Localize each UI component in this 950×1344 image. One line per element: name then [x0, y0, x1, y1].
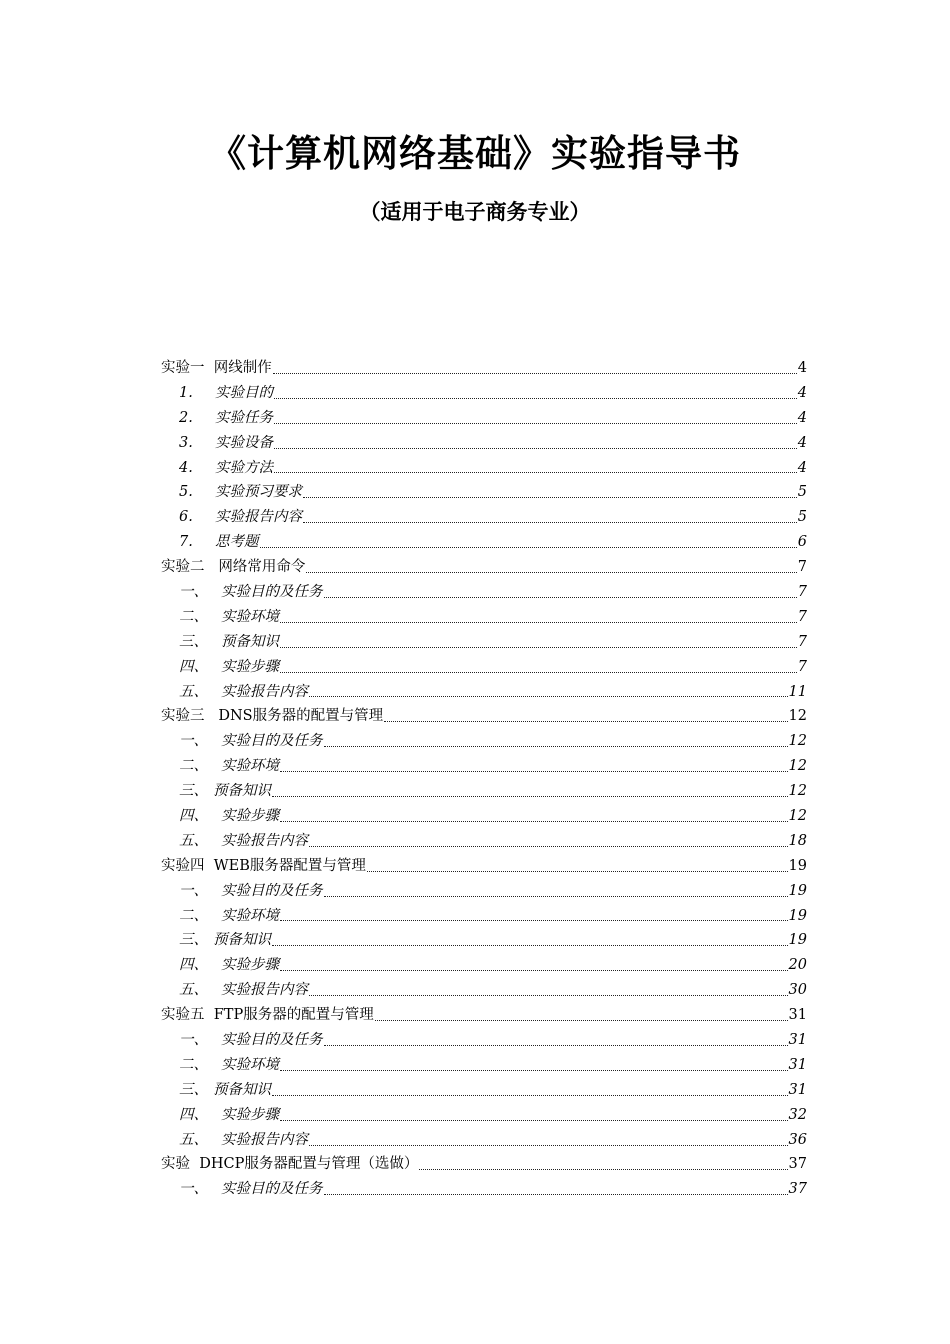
toc-sub-entry[interactable]	[161, 729, 807, 754]
toc-page-number: 4	[797, 359, 807, 376]
toc-sub-number: 6.	[179, 509, 193, 526]
toc-sub-entry[interactable]	[161, 431, 807, 456]
toc-page-number: 12	[788, 808, 807, 825]
dot-leader	[280, 671, 797, 673]
toc-sub-entry[interactable]	[161, 879, 807, 904]
dot-leader	[309, 845, 788, 847]
toc-sub-label: 实验环境	[221, 1056, 279, 1073]
toc-sub-entry[interactable]	[161, 680, 807, 705]
toc-page-number: 7	[797, 658, 807, 675]
toc-sub-number: 三、	[179, 783, 208, 800]
toc-sub-number: 四、	[179, 658, 208, 675]
toc-sub-number: 三、	[179, 633, 208, 650]
dot-leader	[280, 1119, 788, 1121]
dot-leader	[384, 720, 787, 722]
toc-page-number: 5	[797, 484, 807, 501]
toc-sub-entry[interactable]	[161, 630, 807, 655]
toc-page-number: 7	[797, 559, 807, 576]
toc-sub-label: 实验报告内容	[221, 982, 308, 999]
toc-sub-label: 思考题	[215, 534, 259, 551]
toc-page-number: 36	[788, 1131, 807, 1148]
toc-page-number: 12	[788, 708, 807, 725]
toc-page-number: 4	[797, 409, 807, 426]
toc-sub-entry[interactable]	[161, 1177, 807, 1202]
toc-sub-label: 实验步骤	[221, 957, 279, 974]
dot-leader	[309, 695, 788, 697]
toc-sub-label: 实验目的及任务	[221, 584, 323, 600]
document-subtitle: （适用于电子商务专业）	[359, 200, 591, 224]
toc-head: 实验五 FTP服务器的配置与管理	[161, 1007, 374, 1024]
toc-entry-experiment-1[interactable]	[161, 356, 807, 381]
toc-sub-entry[interactable]	[161, 1128, 807, 1153]
dot-leader	[280, 969, 788, 971]
toc-page-number: 5	[797, 509, 807, 526]
toc-sub-label: 预备知识	[213, 932, 271, 949]
toc-entry-experiment-dhcp[interactable]	[161, 1153, 807, 1178]
toc-page-number: 12	[788, 758, 807, 775]
dot-leader	[272, 944, 788, 946]
toc-entry-experiment-4[interactable]	[161, 854, 807, 879]
toc-sub-number: 一、	[179, 1032, 208, 1049]
toc-page-number: 31	[788, 1032, 807, 1049]
dot-leader	[324, 895, 788, 897]
toc-sub-label: 实验环境	[221, 758, 279, 775]
dot-leader	[280, 646, 797, 648]
toc-sub-label: 实验目的及任务	[221, 1032, 323, 1049]
toc-sub-label: 实验设备	[215, 434, 273, 451]
toc-page-number: 4	[797, 384, 807, 401]
toc-sub-label: 预备知识	[213, 783, 271, 800]
dot-leader	[280, 621, 797, 623]
toc-sub-label: 实验步骤	[221, 658, 279, 675]
toc-sub-entry[interactable]	[161, 580, 807, 605]
toc-sub-entry[interactable]	[161, 406, 807, 431]
dot-leader	[324, 1193, 788, 1195]
toc-page-number: 7	[797, 633, 807, 650]
toc-sub-entry[interactable]	[161, 978, 807, 1003]
toc-page-number: 12	[788, 733, 807, 750]
toc-page-number: 19	[788, 932, 807, 949]
toc-sub-label: 实验报告内容	[221, 683, 308, 700]
toc-page-number: 18	[788, 832, 807, 849]
toc-sub-label: 实验环境	[221, 608, 279, 625]
toc-sub-entry[interactable]	[161, 530, 807, 555]
toc-sub-label: 实验步骤	[221, 1106, 279, 1123]
toc-sub-label: 实验报告内容	[221, 1131, 308, 1148]
toc-page-number: 37	[788, 1181, 807, 1198]
document-title: 《计算机网络基础》实验指导书	[209, 132, 741, 175]
dot-leader	[274, 447, 797, 449]
toc-page-number: 37	[788, 1156, 807, 1173]
toc-sub-label: 实验方法	[215, 459, 273, 476]
toc-page-number: 7	[797, 584, 807, 600]
toc-page-number: 19	[788, 857, 807, 874]
toc-sub-number: 4.	[179, 459, 193, 476]
toc-sub-number: 7.	[179, 534, 193, 551]
dot-leader	[303, 521, 797, 523]
toc-sub-number: 二、	[179, 758, 208, 775]
dot-leader	[309, 1144, 788, 1146]
dot-leader	[274, 397, 797, 399]
toc-sub-entry[interactable]	[161, 1053, 807, 1078]
toc-sub-entry[interactable]	[161, 480, 807, 505]
dot-leader	[324, 596, 797, 598]
toc-sub-number: 2.	[179, 409, 193, 426]
dot-leader	[303, 496, 797, 498]
toc-head: 实验一 网线制作	[161, 359, 272, 376]
toc-page-number: 31	[788, 1007, 807, 1024]
toc-sub-number: 5.	[179, 484, 193, 501]
toc-head: 实验二 网络常用命令	[161, 559, 306, 576]
toc-page-number: 6	[797, 534, 807, 551]
toc-sub-number: 四、	[179, 957, 208, 974]
toc-sub-number: 二、	[179, 608, 208, 625]
toc-sub-entry[interactable]	[161, 655, 807, 680]
toc-sub-entry[interactable]	[161, 1028, 807, 1053]
toc-sub-number: 三、	[179, 1081, 208, 1098]
toc-page-number: 19	[788, 907, 807, 924]
toc-page-number: 31	[788, 1081, 807, 1098]
toc-sub-label: 实验目的及任务	[221, 1181, 323, 1198]
toc-sub-number: 四、	[179, 808, 208, 825]
dot-leader	[324, 745, 788, 747]
dot-leader	[309, 994, 788, 996]
toc-sub-entry[interactable]	[161, 804, 807, 829]
dot-leader	[280, 1069, 788, 1071]
toc-page-number: 4	[797, 434, 807, 451]
dot-leader	[306, 571, 796, 573]
toc-sub-label: 实验预习要求	[215, 484, 302, 501]
toc-sub-number: 3.	[179, 434, 193, 451]
toc-sub-entry[interactable]	[161, 505, 807, 530]
dot-leader	[274, 422, 797, 424]
toc-sub-number: 一、	[179, 584, 208, 600]
toc-sub-label: 实验目的及任务	[221, 882, 323, 899]
toc-sub-number: 一、	[179, 1181, 208, 1198]
toc-sub-number: 五、	[179, 683, 208, 700]
dot-leader	[280, 820, 788, 822]
toc-sub-label: 实验报告内容	[221, 832, 308, 849]
toc-sub-label: 实验任务	[215, 409, 273, 426]
toc-sub-entry[interactable]	[161, 381, 807, 406]
dot-leader	[272, 1094, 788, 1096]
table-of-contents	[161, 356, 807, 1202]
toc-page-number: 4	[797, 459, 807, 476]
toc-sub-number: 二、	[179, 907, 208, 924]
dot-leader	[367, 870, 788, 872]
toc-page-number: 11	[788, 683, 807, 700]
toc-page-number: 12	[788, 783, 807, 800]
toc-sub-entry[interactable]	[161, 779, 807, 804]
dot-leader	[419, 1168, 787, 1170]
toc-page-number: 19	[788, 882, 807, 899]
dot-leader	[274, 471, 797, 473]
dot-leader	[280, 770, 788, 772]
toc-entry-experiment-3[interactable]	[161, 704, 807, 729]
dot-leader	[273, 372, 797, 374]
toc-sub-label: 实验环境	[221, 907, 279, 924]
toc-sub-label: 实验报告内容	[215, 509, 302, 526]
toc-page-number: 30	[788, 982, 807, 999]
toc-sub-entry[interactable]	[161, 605, 807, 630]
toc-sub-number: 五、	[179, 832, 208, 849]
dot-leader	[260, 546, 797, 548]
toc-sub-number: 五、	[179, 982, 208, 999]
dot-leader	[280, 919, 788, 921]
toc-sub-entry[interactable]	[161, 928, 807, 953]
toc-head: 实验三 DNS服务器的配置与管理	[161, 708, 384, 725]
toc-sub-entry[interactable]	[161, 904, 807, 929]
toc-sub-number: 一、	[179, 882, 208, 899]
toc-sub-label: 预备知识	[221, 633, 279, 650]
toc-sub-label: 实验目的及任务	[221, 733, 323, 750]
toc-sub-entry[interactable]	[161, 754, 807, 779]
toc-sub-entry[interactable]	[161, 829, 807, 854]
toc-sub-label: 实验目的	[215, 384, 273, 401]
toc-entry-experiment-2[interactable]	[161, 555, 807, 580]
toc-sub-number: 二、	[179, 1056, 208, 1073]
toc-sub-entry[interactable]	[161, 456, 807, 481]
toc-page-number: 7	[797, 608, 807, 625]
toc-sub-number: 四、	[179, 1106, 208, 1123]
toc-head: 实验四 WEB服务器配置与管理	[161, 857, 366, 874]
toc-sub-entry[interactable]	[161, 1078, 807, 1103]
dot-leader	[324, 1044, 788, 1046]
toc-entry-experiment-5[interactable]	[161, 1003, 807, 1028]
toc-sub-number: 三、	[179, 932, 208, 949]
toc-sub-number: 一、	[179, 733, 208, 750]
dot-leader	[272, 795, 788, 797]
toc-page-number: 20	[788, 957, 807, 974]
toc-page-number: 32	[788, 1106, 807, 1123]
toc-sub-label: 实验步骤	[221, 808, 279, 825]
toc-sub-number: 1.	[179, 384, 193, 401]
dot-leader	[375, 1019, 788, 1021]
toc-sub-number: 五、	[179, 1131, 208, 1148]
toc-sub-entry[interactable]	[161, 1103, 807, 1128]
toc-head: 实验 DHCP服务器配置与管理（选做）	[161, 1156, 419, 1173]
toc-sub-entry[interactable]	[161, 953, 807, 978]
toc-sub-label: 预备知识	[213, 1081, 271, 1098]
toc-page-number: 31	[788, 1056, 807, 1073]
